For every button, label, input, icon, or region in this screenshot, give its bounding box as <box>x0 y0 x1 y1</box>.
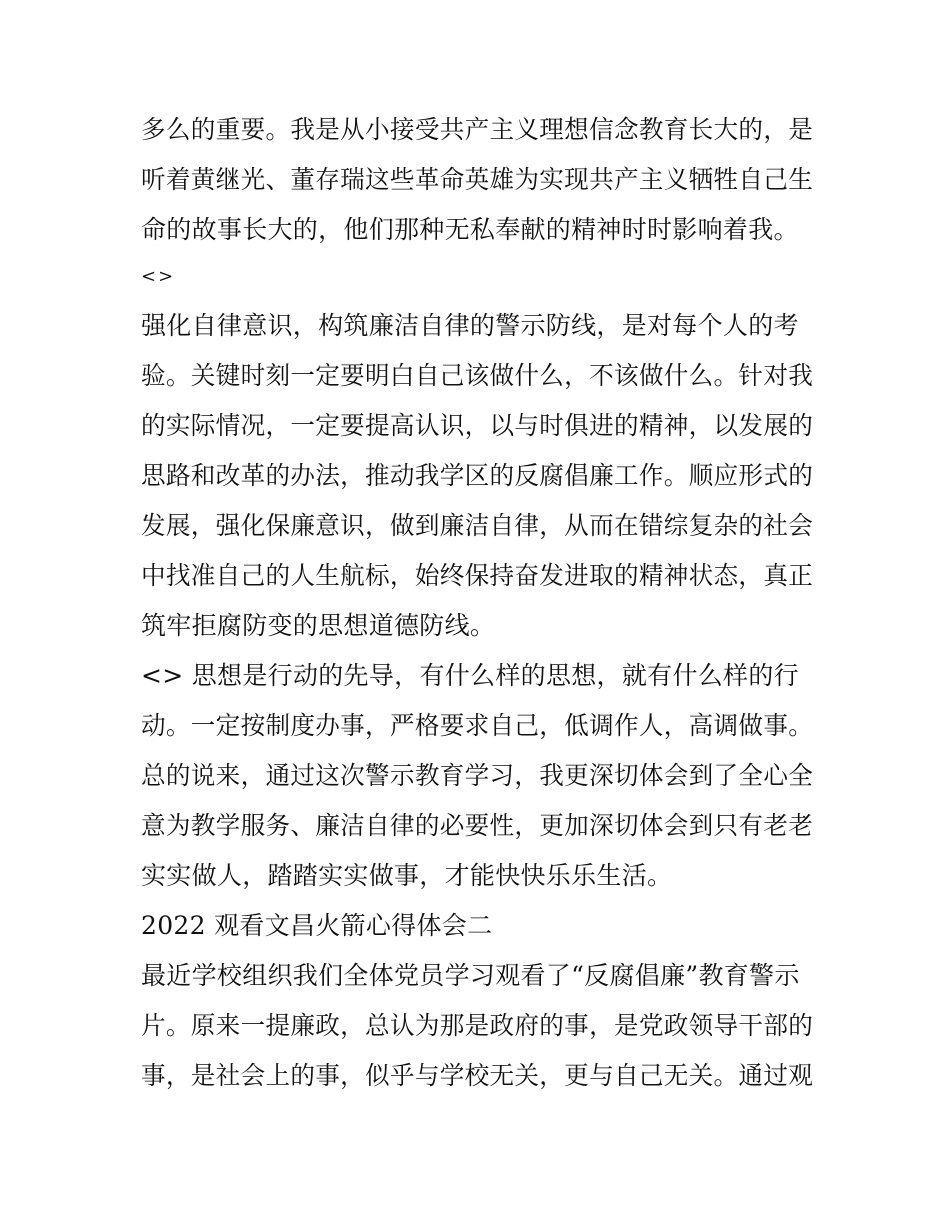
text-line: 听着黄继光、董存瑞这些革命英雄为实现共产主义牺牲自己生 <box>141 165 814 194</box>
text-line: 事，是社会上的事，似乎与学校无关，更与自己无关。通过观 <box>141 1061 814 1090</box>
text-line: 最近学校组织我们全体党员学习观看了“反腐倡廉”教育警示 <box>141 961 800 990</box>
text-line: 命的故事长大的，他们那种无私奉献的精神时时影响着我。 <box>141 215 799 244</box>
text-line: 的实际情况，一定要提高认识，以与时俱进的精神，以发展的 <box>141 411 814 440</box>
text-line: 强化自律意识，构筑廉洁自律的警示防线，是对每个人的考 <box>141 311 799 340</box>
text-line: 筑牢拒腐防变的思想道德防线。 <box>141 611 496 640</box>
text-line: 验。关键时刻一定要明白自己该做什么，不该做什么。针对我 <box>141 361 814 390</box>
section-heading: 2022 观看文昌火箭心得体会二 <box>141 911 493 940</box>
text-line: 动。一定按制度办事，严格要求自己，低调作人，高调做事。 <box>141 711 814 740</box>
text-line: 发展，强化保廉意识，做到廉洁自律，从而在错综复杂的社会 <box>141 511 814 540</box>
text-line: 实实做人，踏踏实实做事，才能快快乐乐生活。 <box>141 861 673 890</box>
text-line: <> 思想是行动的先导，有什么样的思想，就有什么样的行 <box>141 661 799 690</box>
text-line: 片。原来一提廉政，总认为那是政府的事，是党政领导干部的 <box>141 1011 814 1040</box>
text-line: 意为教学服务、廉洁自律的必要性，更加深切体会到只有老老 <box>141 811 814 840</box>
text-line: 多么的重要。我是从小接受共产主义理想信念教育长大的，是 <box>141 115 814 144</box>
text-line: 中找准自己的人生航标，始终保持奋发进取的精神状态，真正 <box>141 561 814 590</box>
text-line: 总的说来，通过这次警示教育学习，我更深切体会到了全心全 <box>141 761 814 790</box>
text-line: 思路和改革的办法，推动我学区的反腐倡廉工作。顺应形式的 <box>141 461 814 490</box>
text-line-marker: <> <box>141 266 176 287</box>
